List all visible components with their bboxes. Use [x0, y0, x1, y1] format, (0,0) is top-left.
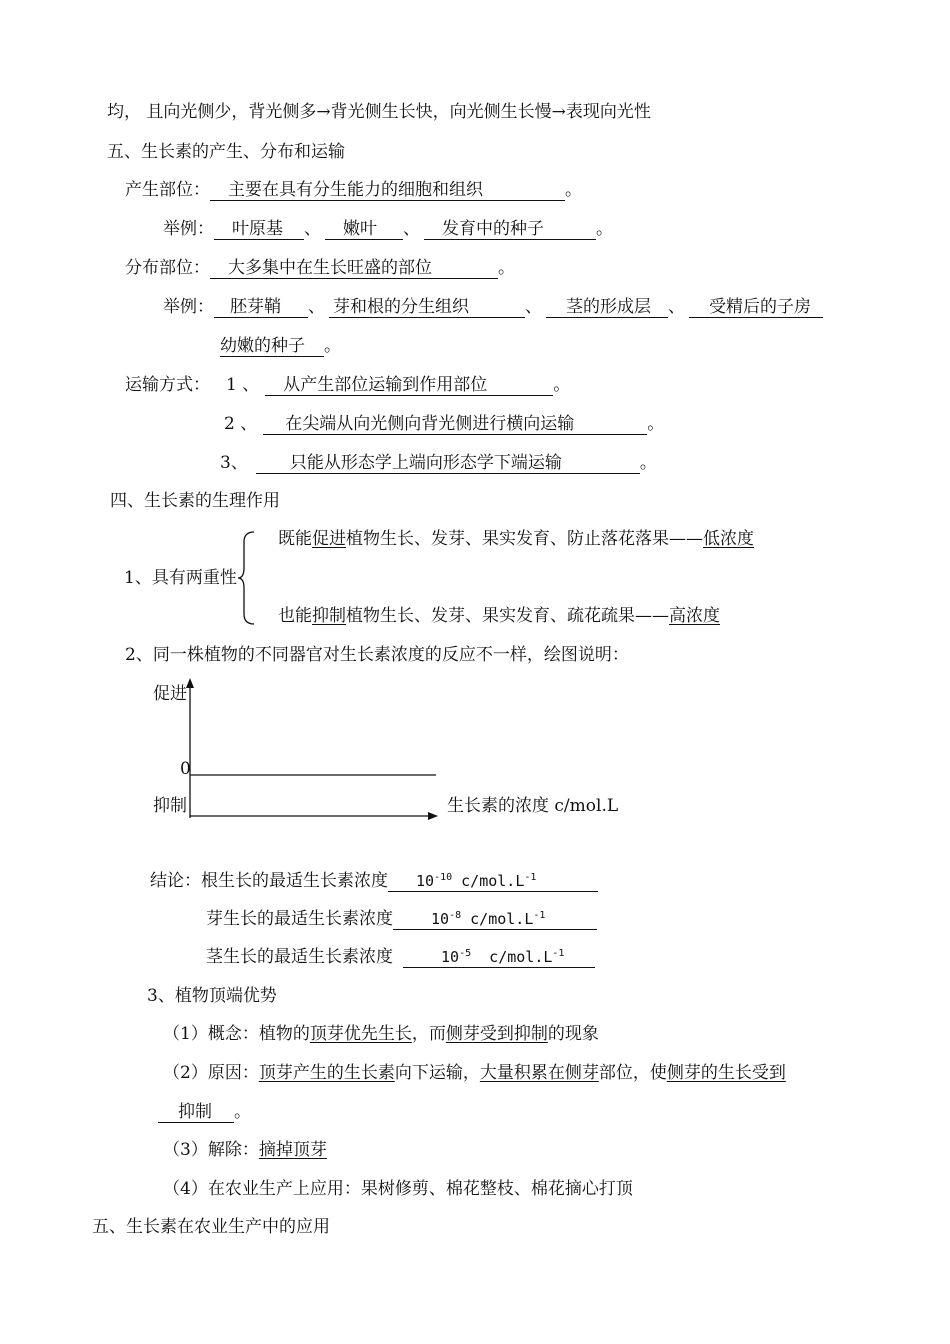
remove-underlined: 摘掉顶芽 [258, 1140, 327, 1160]
transport-line-3 [220, 452, 657, 474]
reason-mid: 向下运输， [394, 1063, 480, 1083]
example-answer: 嫩叶 [325, 219, 403, 240]
production-site-line [125, 179, 582, 201]
apical-apply: （4）在农业生产上应用：果树修剪、棉花整枝、棉花摘心打顶 [163, 1179, 633, 1199]
remove-pre: （3）解除： [163, 1140, 259, 1160]
example-answer: 发育中的种子 [424, 219, 596, 240]
y-axis-arrow-icon [186, 678, 194, 688]
distribution-site-label: 分布部位： [125, 258, 210, 278]
conclusion-row-bud [206, 908, 597, 930]
separator: 、 [403, 219, 420, 239]
graph-label-promote: 促进 [153, 684, 187, 704]
concept-post: 的现象 [547, 1024, 599, 1044]
reason-mid: 部位，使 [598, 1063, 667, 1083]
period: 。 [647, 414, 665, 434]
dual-underlined: 促进 [312, 529, 346, 549]
example-answer: 幼嫩的种子 [220, 336, 324, 357]
transport-answer: 在尖端从向光侧向背光侧进行横向运输 [263, 414, 647, 435]
apical-reason [163, 1062, 786, 1084]
dual-underlined: 高浓度 [669, 606, 720, 626]
period: 。 [565, 180, 582, 200]
conclusion-answer: $10^{-8}$ $c/mol.L^{-1}$ [393, 909, 597, 930]
reason-underlined: 大量积累在侧芽 [479, 1063, 599, 1083]
reason-underlined: 顶芽产生的生长素 [258, 1063, 395, 1083]
intro-line: 均， 且向光侧少，背光侧多→背光侧生长快，向光侧生长慢→表现向光性 [107, 102, 651, 122]
transport-num: 1 、 [226, 375, 260, 395]
transport-num: 3、 [220, 453, 248, 473]
production-example-line [163, 218, 613, 240]
section-title-application: 五、生长素在农业生产中的应用 [92, 1217, 330, 1237]
dual-mid: 植物生长、发芽、果实发育、疏花疏果—— [346, 606, 669, 626]
blank-graph [150, 672, 450, 832]
dual-underlined: 低浓度 [703, 529, 754, 549]
reason-underlined: 侧芽的生长受到 [666, 1063, 786, 1083]
period: 。 [324, 336, 341, 356]
concept-underlined: 顶芽优先生长 [309, 1024, 412, 1044]
period: 。 [498, 258, 515, 278]
example-answer: 茎的形成层 [546, 297, 668, 318]
separator: 、 [525, 297, 542, 317]
conclusion-text: 茎生长的最适生长素浓度 [206, 947, 393, 967]
graph-label-zero: 0 [180, 759, 191, 779]
distribution-site-answer: 大多集中在生长旺盛的部位 [210, 258, 498, 279]
production-site-label: 产生部位： [125, 180, 210, 200]
period: 。 [596, 219, 613, 239]
conclusion-answer: $10^{-5}$ $c/mol.L^{-1}$ [403, 947, 595, 968]
conclusion-answer: $10^{-10}$ $c/mol.L^{-1}$ [388, 871, 598, 892]
example-answer: 芽和根的分生组织 [329, 297, 525, 318]
transport-num: 2 、 [224, 414, 258, 434]
transport-line-1 [125, 374, 570, 396]
apical-title: 3、植物顶端优势 [147, 986, 277, 1006]
apical-remove [163, 1139, 327, 1161]
transport-line-2 [224, 413, 664, 435]
example-label: 举例： [163, 297, 214, 317]
organs-note: 2、同一株植物的不同器官对生长素浓度的反应不一样，绘图说明： [125, 645, 629, 665]
section-title-production: 五、生长素的产生、分布和运输 [107, 142, 345, 162]
dual-label: 1、具有两重性 [124, 568, 237, 588]
dual-mid: 植物生长、发芽、果实发育、防止落花落果—— [346, 529, 703, 549]
dual-pre: 既能 [278, 529, 312, 549]
separator: 、 [304, 219, 321, 239]
reason-pre: （2）原因： [163, 1063, 259, 1083]
example-label: 举例： [163, 219, 214, 239]
x-axis-arrow-icon [428, 812, 438, 820]
graph-label-inhibit: 抑制 [153, 796, 187, 816]
apical-concept [163, 1023, 599, 1045]
reason-underlined: 抑制 [158, 1102, 234, 1123]
dual-pre: 也能 [278, 606, 312, 626]
transport-answer: 只能从形态学上端向形态学下端运输 [256, 453, 640, 474]
dual-line-inhibit [278, 605, 720, 627]
dual-underlined: 抑制 [312, 606, 346, 626]
period: 。 [639, 453, 657, 473]
separator: 、 [308, 297, 325, 317]
graph-x-label: 生长素的浓度 c/mol.L [447, 796, 619, 816]
apical-reason-cont [158, 1101, 251, 1123]
period: 。 [234, 1102, 251, 1122]
brace-icon [236, 530, 260, 630]
conclusion-text: 根生长的最适生长素浓度 [201, 871, 388, 891]
distribution-example-line [163, 296, 823, 318]
transport-answer: 从产生部位运输到作用部位 [265, 375, 553, 396]
production-site-answer: 主要在具有分生能力的细胞和组织 [210, 180, 565, 201]
concept-pre: （1）概念：植物的 [163, 1024, 310, 1044]
conclusion-row-stem [206, 946, 595, 968]
separator: 、 [668, 297, 685, 317]
transport-label: 运输方式： [125, 375, 210, 395]
conclusion-text: 芽生长的最适生长素浓度 [206, 909, 393, 929]
example-answer: 胚芽鞘 [214, 297, 308, 318]
conclusion-label: 结论： [150, 871, 201, 891]
concept-mid: ，而 [411, 1024, 446, 1044]
distribution-example-cont [220, 335, 341, 357]
concept-underlined: 侧芽受到抑制 [445, 1024, 548, 1044]
period: 。 [553, 375, 571, 395]
conclusion-row-root [150, 870, 598, 892]
dual-line-promote [278, 528, 754, 550]
example-answer: 受精后的子房 [689, 297, 823, 318]
example-answer: 叶原基 [214, 219, 304, 240]
section-title-physiology: 四、生长素的生理作用 [110, 491, 280, 511]
distribution-site-line [125, 257, 515, 279]
